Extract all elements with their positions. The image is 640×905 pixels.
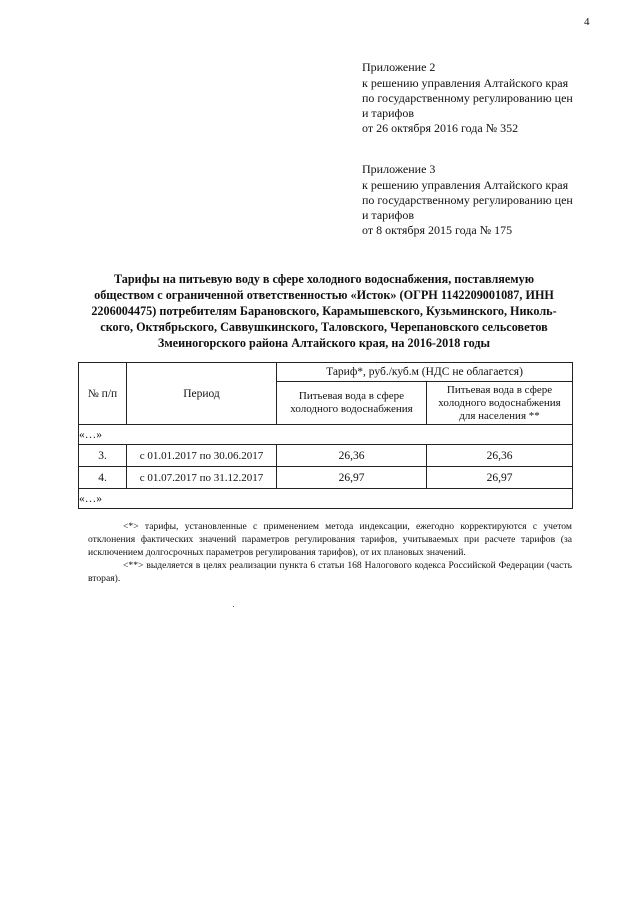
annex-3-title: Приложение 3 — [362, 162, 436, 176]
footnote-vat: <**> выделяется в целях реализации пункта 6 статьи 168 Налогового кодекса Российской Федерации (часть вторая). — [88, 560, 572, 584]
table-row — [79, 467, 573, 489]
row-value-drinking-water: 26,36 — [277, 445, 427, 467]
header-drinking-water — [277, 382, 427, 425]
header-drinking-water-population-line: Питьевая вода в сфере — [446, 383, 553, 396]
header-num: № п/п — [79, 363, 127, 425]
tariff-table — [78, 362, 573, 509]
annex-3-line: к решению управления Алтайского края — [362, 178, 569, 192]
ellipsis-row-bottom: «…» — [79, 489, 573, 509]
annex-2-line: от 26 октября 2016 года № 352 — [362, 121, 519, 135]
footnote-indexation: <*> тарифы, установленные с применением метода индексации, ежегодно корректируются с учетом отклонения фактических значений параметров регулирования тарифов, учитываемых при расчете тарифов (за исключением долгосрочных параметров регулирования тарифов), от их плановых значений. — [88, 521, 572, 558]
document-title — [74, 271, 574, 351]
header-period: Период — [127, 363, 277, 425]
row-num: 3. — [79, 445, 127, 467]
row-period: с 01.07.2017 по 31.12.2017 — [127, 467, 277, 489]
annex-2-line: к решению управления Алтайского края — [362, 76, 569, 90]
annex-3-line: и тарифов — [362, 208, 415, 222]
row-num: 4. — [79, 467, 127, 489]
row-period: с 01.01.2017 по 30.06.2017 — [127, 445, 277, 467]
header-drinking-water-population — [427, 382, 573, 425]
annex-3-line: от 8 октября 2015 года № 175 — [362, 223, 513, 237]
ellipsis-row-top: «…» — [79, 425, 573, 445]
header-tariff: Тариф*, руб./куб.м (НДС не облагается) — [277, 363, 573, 382]
annex-3-header — [362, 162, 632, 238]
table-row — [79, 445, 573, 467]
document-title-line: ского, Октябрьского, Саввушкинского, Таловского, Черепановского сельсоветов — [100, 320, 548, 334]
scan-speck — [233, 606, 234, 607]
annex-2-line: по государственному регулированию цен — [362, 91, 573, 105]
document-title-line: обществом с ограниченной ответственностью «Исток» (ОГРН 1142209001087, ИНН — [94, 288, 554, 302]
annex-2-title: Приложение 2 — [362, 60, 436, 74]
document-title-line: Тарифы на питьевую воду в сфере холодного водоснабжения, поставляемую — [113, 272, 535, 286]
row-value-population: 26,36 — [427, 445, 573, 467]
annex-2-line: и тарифов — [362, 106, 415, 120]
header-drinking-water-line: Питьевая вода в сфере — [298, 390, 405, 402]
document-title-line: Змеиногорского района Алтайского края, на 2016-2018 годы — [157, 336, 491, 350]
annex-2-header — [362, 60, 632, 136]
page-number: 4 — [584, 16, 590, 28]
annex-3-line: по государственному регулированию цен — [362, 193, 573, 207]
document-title-line: 2206004475) потребителям Барановского, Карамышевского, Кузьминского, Николь- — [91, 304, 557, 318]
row-value-population: 26,97 — [427, 467, 573, 489]
header-drinking-water-population-line: для населения ** — [459, 409, 540, 422]
row-value-drinking-water: 26,97 — [277, 467, 427, 489]
header-drinking-water-line: холодного водоснабжения — [290, 403, 413, 415]
header-drinking-water-population-line: холодного водоснабжения — [438, 396, 561, 409]
footnotes — [88, 520, 572, 585]
